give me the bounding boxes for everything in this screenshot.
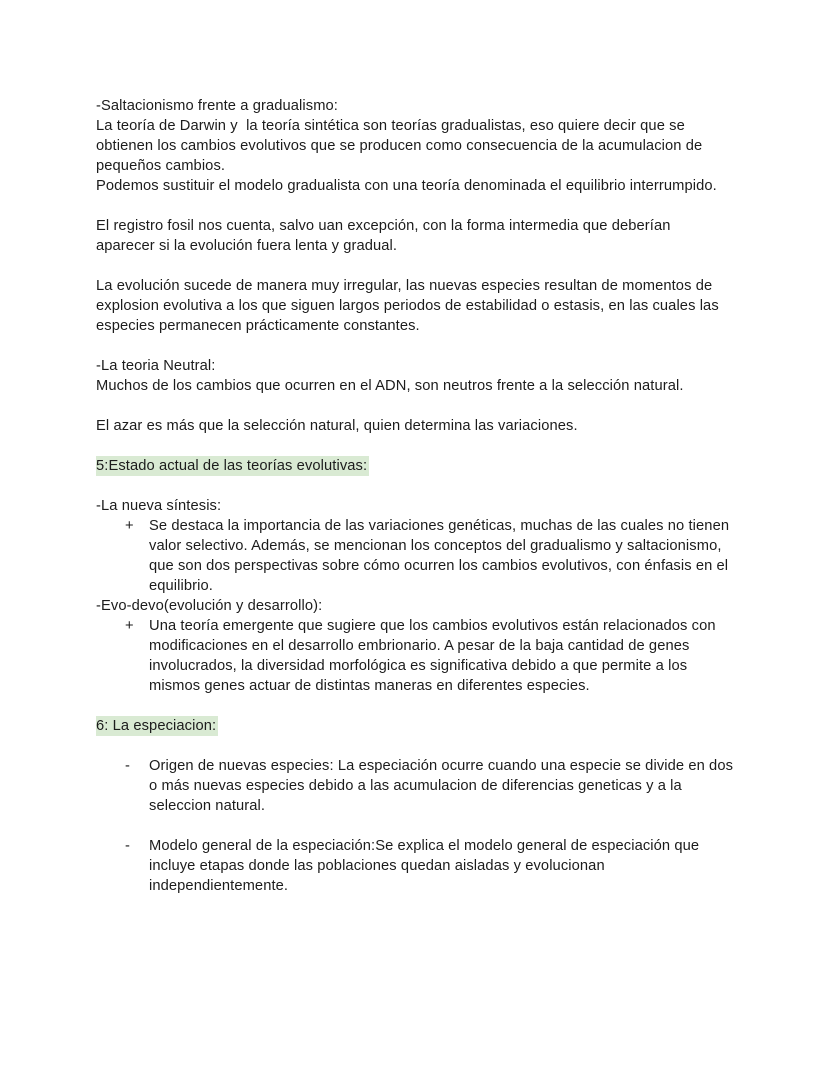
list-item-text: [149, 756, 744, 816]
text-line: Se destaca la importancia de las variaciones genéticas, muchas de las cuales no tienen: [149, 518, 730, 534]
list-item: [96, 836, 744, 896]
blank-line: [96, 816, 744, 836]
text-line: aparecer si la evolución fuera lenta y gradual.: [96, 238, 398, 254]
text-line: pequeños cambios.: [96, 158, 226, 174]
text-line: incluye etapas donde las poblaciones quedan aisladas y evolucionan: [149, 858, 605, 874]
text-line: mismos genes actuar de distintas maneras en diferentes especies.: [149, 678, 590, 694]
text-line: Origen de nuevas especies: La especiación ocurre cuando una especie se divide en dos: [149, 758, 734, 774]
text-line: seleccion natural.: [149, 798, 266, 814]
text-line: -La nueva síntesis:: [96, 498, 222, 514]
section-heading: [96, 456, 744, 476]
list-item: [96, 616, 744, 696]
text-line: equilibrio.: [149, 578, 213, 594]
list-item: [96, 756, 744, 816]
blank-line: [96, 476, 744, 496]
text-line: -Evo-devo(evolución y desarrollo):: [96, 598, 323, 614]
list-item-text: [149, 616, 744, 696]
text-line: La evolución sucede de manera muy irregular, las nuevas especies resultan de momentos de: [96, 278, 713, 294]
blank-line: [96, 256, 744, 276]
section-heading: [96, 716, 744, 736]
text-line: -La teoria Neutral:: [96, 358, 216, 374]
blank-line: [96, 336, 744, 356]
highlighted-heading-text: 6: La especiacion:: [96, 718, 217, 734]
list-item-text: [149, 516, 744, 596]
text-line: La teoría de Darwin y la teoría sintética son teorías gradualistas, eso quiere decir que se: [96, 118, 685, 134]
bullet-marker: +: [125, 518, 134, 534]
bullet-marker: -: [125, 758, 130, 774]
blank-line: [96, 196, 744, 216]
text-line: Muchos de los cambios que ocurren en el ADN, son neutros frente a la selección natural.: [96, 378, 684, 394]
text-line: modificaciones en el desarrollo embrionario. A pesar de la baja cantidad de genes: [149, 638, 690, 654]
text-line: Una teoría emergente que sugiere que los cambios evolutivos están relacionados con: [149, 618, 716, 634]
blank-line: [96, 436, 744, 456]
text-line: -Saltacionismo frente a gradualismo:: [96, 98, 338, 114]
text-line: El azar es más que la selección natural, quien determina las variaciones.: [96, 418, 578, 434]
text-line: explosion evolutiva a los que siguen largos periodos de estabilidad o estasis, en las cuales las: [96, 298, 719, 314]
list-item-text: [149, 836, 744, 896]
blank-line: [96, 736, 744, 756]
text-line: Podemos sustituir el modelo gradualista con una teoría denominada el equilibrio interrumpido.: [96, 178, 717, 194]
text-line: involucrados, la diversidad morfológica es significativa debido a que permite a los: [149, 658, 688, 674]
text-line: que son dos perspectivas sobre cómo ocurren los cambios evolutivos, con énfasis en el: [149, 558, 729, 574]
text-line: Modelo general de la especiación:Se explica el modelo general de especiación que: [149, 838, 700, 854]
highlighted-heading-text: 5:Estado actual de las teorías evolutivas:: [96, 458, 368, 474]
bullet-marker: +: [125, 618, 134, 634]
document-content: [96, 96, 744, 896]
text-line: independientemente.: [149, 878, 289, 894]
blank-line: [96, 696, 744, 716]
list-item: [96, 516, 744, 596]
bullet-marker: -: [125, 838, 130, 854]
text-line: valor selectivo. Además, se mencionan los conceptos del gradualismo y saltacionismo,: [149, 538, 722, 554]
text-line: o más nuevas especies debido a las acumulacion de diferencias geneticas y a la: [149, 778, 682, 794]
text-line: especies permanecen prácticamente constantes.: [96, 318, 420, 334]
text-line: El registro fosil nos cuenta, salvo uan excepción, con la forma intermedia que deberían: [96, 218, 671, 234]
blank-line: [96, 396, 744, 416]
text-line: obtienen los cambios evolutivos que se producen como consecuencia de la acumulacion de: [96, 138, 703, 154]
